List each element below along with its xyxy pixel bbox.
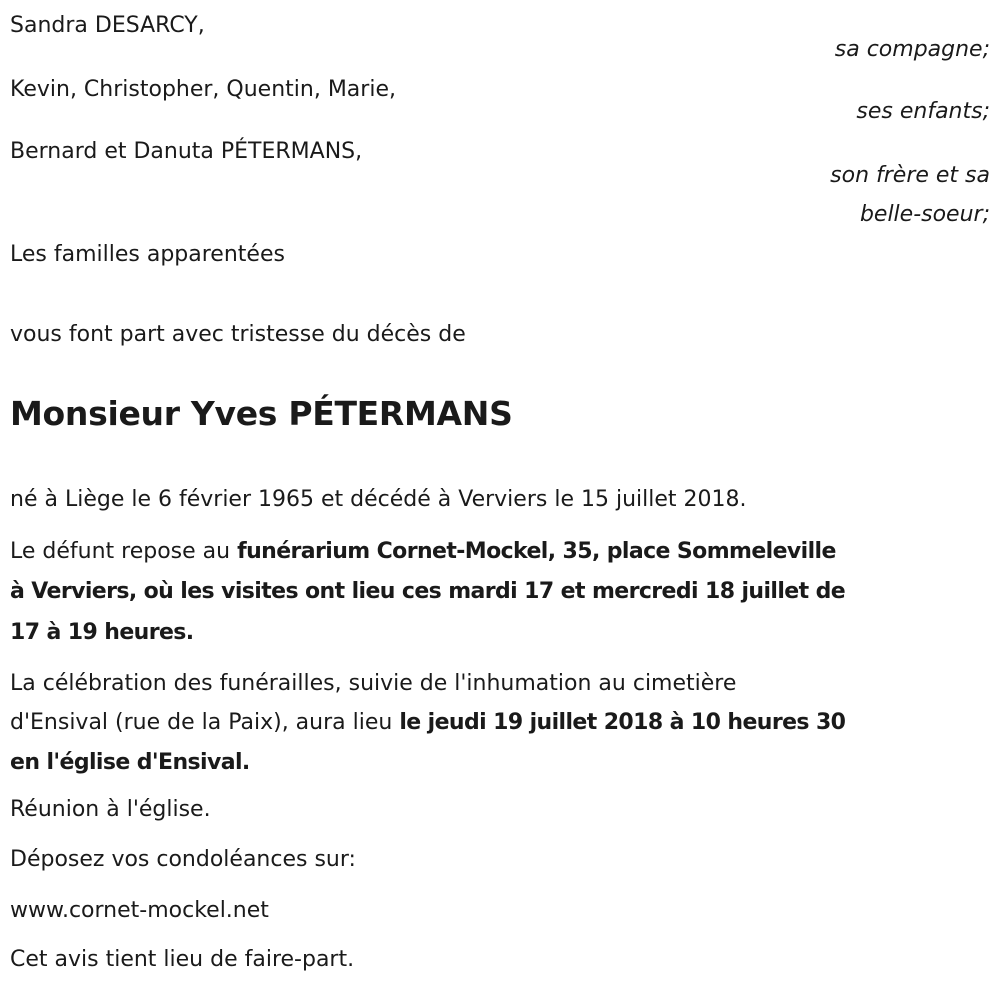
repose-line-2 [10,577,845,607]
ceremony-line-2 [10,708,845,738]
birth-death-text: né à Liège le 6 février 1965 et décédé à Verviers le 15 juillet 2018. [10,487,747,512]
relation-siblings-line1: son frère et sa [830,163,990,188]
visits-hours: 17 à 19 heures. [10,620,194,645]
reunion-text: Réunion à l'église. [10,797,211,822]
condolences-label: Déposez vos condoléances sur: [10,847,356,872]
deceased-name: Monsieur Yves PÉTERMANS [10,394,513,433]
ceremony-church: en l'église d'Ensival. [10,750,250,775]
funerarium-address: funérarium Cornet-Mockel, 35, place Sommeleville [237,539,836,564]
intro-text: vous font part avec tristesse du décès de [10,322,466,347]
repose-line-3 [10,618,194,648]
repose-intro: Le défunt repose au [10,539,238,564]
relation-children: ses enfants; [856,99,990,124]
family-member-companion: Sandra DESARCY, [10,13,205,38]
visits-info: à Verviers, où les visites ont lieu ces mardi 17 et mercredi 18 juillet de [10,579,846,604]
relation-siblings-line2: belle-soeur; [859,202,990,227]
family-member-relatives: Les familles apparentées [10,242,285,267]
relation-companion: sa compagne; [834,37,990,62]
family-member-children: Kevin, Christopher, Quentin, Marie, [10,77,396,102]
ceremony-line-1: La célébration des funérailles, suivie de l'inhumation au cimetière [10,671,737,696]
website-link[interactable]: www.cornet-mockel.net [10,898,269,923]
ceremony-location: d'Ensival (rue de la Paix), aura lieu [10,710,400,735]
closing-text: Cet avis tient lieu de faire-part. [10,947,355,972]
ceremony-line-3 [10,748,250,778]
ceremony-date: le jeudi 19 juillet 2018 à 10 heures 30 [399,710,846,735]
repose-line-1 [10,537,836,567]
family-member-siblings: Bernard et Danuta PÉTERMANS, [10,139,363,164]
